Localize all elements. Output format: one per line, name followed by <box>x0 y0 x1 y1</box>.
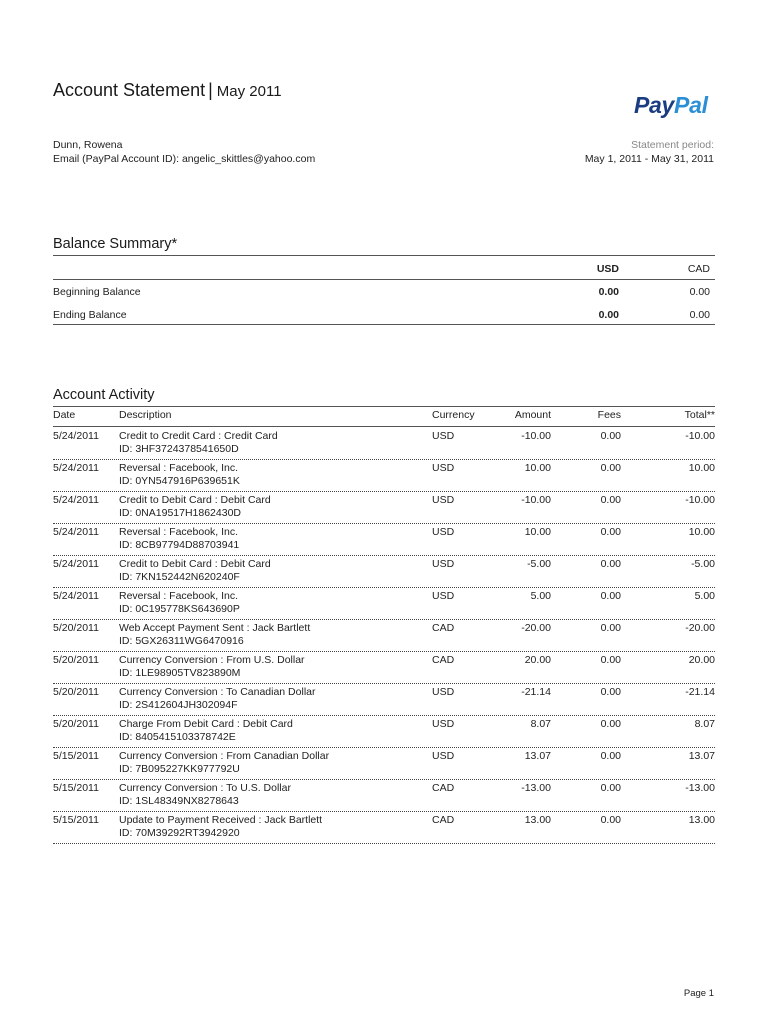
row-fees: 0.00 <box>600 526 621 538</box>
row-amount: -20.00 <box>521 622 551 634</box>
row-description-text: Currency Conversion : From Canadian Dollar <box>119 750 330 762</box>
table-row <box>53 683 715 716</box>
row-total: -20.00 <box>685 622 715 634</box>
row-description-text: Credit to Debit Card : Debit Card <box>119 494 271 506</box>
row-total: 13.07 <box>688 750 715 762</box>
row-currency: USD <box>432 494 455 506</box>
row-fees: 0.00 <box>600 430 621 442</box>
row-description <box>119 462 240 487</box>
row-total: -10.00 <box>685 430 715 442</box>
row-description <box>119 686 316 711</box>
row-description <box>119 494 271 519</box>
row-total: -21.14 <box>685 686 715 698</box>
row-currency: USD <box>432 430 455 442</box>
table-row <box>53 427 715 460</box>
row-description-text: Currency Conversion : To Canadian Dollar <box>119 686 316 698</box>
row-date: 5/20/2011 <box>53 718 99 730</box>
row-date: 5/24/2011 <box>53 462 99 474</box>
row-transaction-id: ID: 0YN547916P639651K <box>119 474 240 487</box>
col-header-amount: Amount <box>514 409 551 421</box>
row-fees: 0.00 <box>600 750 621 762</box>
balance-row-label: Ending Balance <box>53 309 127 321</box>
row-transaction-id: ID: 7B095227KK977792U <box>119 762 240 775</box>
balance-row-usd: 0.00 <box>598 286 619 298</box>
row-transaction-id: ID: 1LE98905TV823890M <box>119 666 241 679</box>
row-description <box>119 782 291 807</box>
row-description <box>119 750 329 775</box>
account-name: Dunn, Rowena <box>53 139 123 151</box>
col-header-fees: Fees <box>597 409 621 421</box>
row-date: 5/24/2011 <box>53 430 99 442</box>
row-fees: 0.00 <box>600 590 621 602</box>
row-date: 5/24/2011 <box>53 494 99 506</box>
row-description-text: Credit to Credit Card : Credit Card <box>119 430 278 442</box>
row-transaction-id: ID: 0NA19517H1862430D <box>119 506 242 519</box>
row-total: 20.00 <box>688 654 715 666</box>
balance-row-cad: 0.00 <box>689 286 710 298</box>
row-amount: 10.00 <box>524 462 551 474</box>
row-amount: 13.07 <box>524 750 551 762</box>
row-total: 10.00 <box>688 462 715 474</box>
row-currency: CAD <box>432 814 455 826</box>
row-date: 5/15/2011 <box>53 814 99 826</box>
balance-header-rule <box>53 279 715 280</box>
row-currency: USD <box>432 590 455 602</box>
row-date: 5/24/2011 <box>53 558 99 570</box>
table-row <box>53 651 715 684</box>
balance-col-usd: USD <box>596 263 619 275</box>
row-fees: 0.00 <box>600 686 621 698</box>
row-description-text: Currency Conversion : To U.S. Dollar <box>119 782 291 794</box>
row-description <box>119 526 239 551</box>
col-header-total: Total** <box>684 409 715 421</box>
col-header-date: Date <box>53 409 76 421</box>
row-amount: -13.00 <box>521 782 551 794</box>
balance-summary-heading: Balance Summary* <box>53 236 178 252</box>
row-fees: 0.00 <box>600 718 621 730</box>
table-row <box>53 779 715 812</box>
row-description-text: Reversal : Facebook, Inc. <box>119 526 239 538</box>
row-description <box>119 590 240 615</box>
row-amount: 5.00 <box>530 590 551 602</box>
row-transaction-id: ID: 0C195778KS643690P <box>119 602 240 615</box>
row-currency: USD <box>432 686 455 698</box>
balance-row <box>53 286 715 302</box>
row-transaction-id: ID: 5GX26311WG6470916 <box>119 634 244 647</box>
row-description-text: Credit to Debit Card : Debit Card <box>119 558 271 570</box>
logo-pal: Pal <box>674 92 708 118</box>
table-row <box>53 715 715 748</box>
row-total: 13.00 <box>688 814 715 826</box>
row-description <box>119 654 305 679</box>
row-total: -13.00 <box>685 782 715 794</box>
row-date: 5/15/2011 <box>53 750 99 762</box>
row-amount: -10.00 <box>521 430 551 442</box>
logo-pay: Pay <box>634 92 675 118</box>
table-row <box>53 459 715 492</box>
row-description <box>119 558 271 583</box>
row-description-text: Reversal : Facebook, Inc. <box>119 590 239 602</box>
table-row <box>53 811 715 844</box>
row-fees: 0.00 <box>600 622 621 634</box>
row-currency: CAD <box>432 782 455 794</box>
table-row <box>53 747 715 780</box>
row-total: -5.00 <box>691 558 715 570</box>
balance-row-usd: 0.00 <box>598 309 619 321</box>
row-currency: CAD <box>432 654 455 666</box>
row-description <box>119 814 322 839</box>
page-title <box>53 80 282 101</box>
row-transaction-id: ID: 1SL48349NX8278643 <box>119 794 239 807</box>
row-currency: USD <box>432 462 455 474</box>
balance-top-rule <box>53 255 715 256</box>
table-row <box>53 619 715 652</box>
activity-header-row <box>53 409 715 425</box>
row-fees: 0.00 <box>600 462 621 474</box>
row-currency: USD <box>432 558 455 570</box>
row-currency: CAD <box>432 622 455 634</box>
col-header-currency: Currency <box>432 409 475 421</box>
row-transaction-id: ID: 8405415103378742E <box>119 730 236 743</box>
row-currency: USD <box>432 526 455 538</box>
row-description <box>119 718 293 743</box>
row-total: 10.00 <box>688 526 715 538</box>
row-currency: USD <box>432 718 455 730</box>
activity-top-rule <box>53 406 715 407</box>
row-amount: 20.00 <box>524 654 551 666</box>
row-total: 8.07 <box>694 718 715 730</box>
row-total: 5.00 <box>694 590 715 602</box>
table-row <box>53 555 715 588</box>
row-fees: 0.00 <box>600 782 621 794</box>
balance-header-row <box>53 263 715 279</box>
row-total: -10.00 <box>685 494 715 506</box>
account-holder <box>53 138 315 166</box>
row-transaction-id: ID: 7KN152442N620240F <box>119 570 240 583</box>
row-description-text: Reversal : Facebook, Inc. <box>119 462 239 474</box>
row-currency: USD <box>432 750 455 762</box>
row-amount: -10.00 <box>521 494 551 506</box>
statement-period <box>585 138 714 166</box>
period-value: May 1, 2011 - May 31, 2011 <box>584 153 714 165</box>
row-date: 5/15/2011 <box>53 782 99 794</box>
row-date: 5/20/2011 <box>53 654 99 666</box>
balance-row-label: Beginning Balance <box>53 286 141 298</box>
row-amount: 8.07 <box>530 718 551 730</box>
row-description <box>119 622 310 647</box>
row-date: 5/20/2011 <box>53 686 99 698</box>
balance-row-cad: 0.00 <box>689 309 710 321</box>
row-fees: 0.00 <box>600 814 621 826</box>
table-row <box>53 587 715 620</box>
col-header-description: Description <box>119 409 172 421</box>
account-email: Email (PayPal Account ID): angelic_skittles@yahoo.com <box>53 153 316 165</box>
row-description-text: Currency Conversion : From U.S. Dollar <box>119 654 305 666</box>
table-row <box>53 491 715 524</box>
row-fees: 0.00 <box>600 558 621 570</box>
row-amount: 10.00 <box>524 526 551 538</box>
page-number: Page 1 <box>683 988 714 999</box>
table-row <box>53 523 715 556</box>
balance-row <box>53 309 715 325</box>
row-transaction-id: ID: 2S412604JH302094F <box>119 698 238 711</box>
title-separator: | <box>208 80 213 100</box>
account-activity-heading: Account Activity <box>53 387 155 403</box>
row-description-text: Web Accept Payment Sent : Jack Bartlett <box>119 622 311 634</box>
row-description-text: Update to Payment Received : Jack Bartlett <box>119 814 323 826</box>
balance-bottom-rule <box>53 324 715 325</box>
row-amount: -21.14 <box>521 686 551 698</box>
row-transaction-id: ID: 8CB97794D88703941 <box>119 538 240 551</box>
row-amount: -5.00 <box>527 558 551 570</box>
balance-col-cad: CAD <box>687 263 710 275</box>
row-transaction-id: ID: 70M39292RT3942920 <box>119 826 240 839</box>
row-transaction-id: ID: 3HF3724378541650D <box>119 442 239 455</box>
statement-title: Account Statement <box>53 80 206 100</box>
row-fees: 0.00 <box>600 654 621 666</box>
row-fees: 0.00 <box>600 494 621 506</box>
row-date: 5/20/2011 <box>53 622 99 634</box>
paypal-logo <box>634 92 708 119</box>
row-description <box>119 430 278 455</box>
period-label: Statement period: <box>631 139 714 151</box>
statement-month: May 2011 <box>216 83 282 100</box>
row-description-text: Charge From Debit Card : Debit Card <box>119 718 293 730</box>
row-amount: 13.00 <box>524 814 551 826</box>
row-date: 5/24/2011 <box>53 526 99 538</box>
row-date: 5/24/2011 <box>53 590 99 602</box>
